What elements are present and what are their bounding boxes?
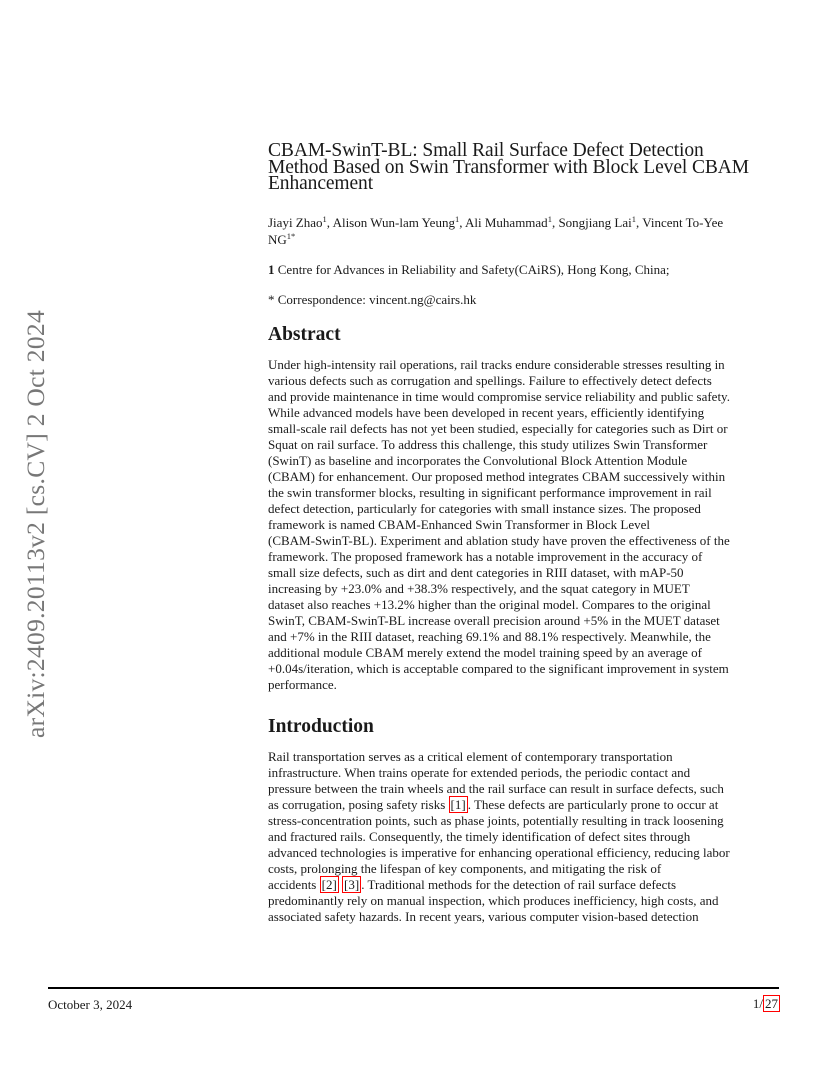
introduction-body	[268, 749, 782, 925]
abstract-line: small size defects, such as dirt and dent categories in RIII dataset, with mAP-50	[268, 564, 684, 580]
abstract-line: While advanced models have been developed in recent years, efficiently identifying	[268, 404, 705, 420]
abstract-heading: Abstract	[268, 323, 341, 345]
title-line: Enhancement	[268, 173, 374, 194]
abstract-body	[268, 357, 782, 693]
abstract-line: additional module CBAM merely extend the model training speed by an average of	[268, 644, 702, 660]
author-affiliation-mark: 1	[631, 213, 636, 224]
abstract-line: (SwinT) as baseline and incorporates the Convolutional Block Attention Module	[268, 452, 688, 468]
author-name: Vincent To-Yee	[642, 214, 724, 230]
intro-line: stress-concentration points, such as phase joints, potentially resulting in track loosening	[268, 812, 724, 828]
intro-line: advanced technologies is imperative for enhancing operational efficiency, reducing labor	[268, 844, 730, 860]
abstract-line: various defects such as corrugation and spellings. Failure to effectively detect defects	[268, 372, 712, 388]
abstract-line: the swin transformer blocks, resulting in significant performance improvement in rail	[268, 484, 712, 500]
abstract-line: (CBAM) for enhancement. Our proposed method integrates CBAM successively within	[268, 468, 726, 484]
introduction-heading: Introduction	[268, 715, 374, 737]
abstract-line: performance.	[268, 676, 337, 692]
author-affiliation-mark: 1	[547, 213, 552, 224]
author-name: Ali Muhammad	[465, 214, 548, 230]
intro-line: and fractured rails. Consequently, the timely identification of defect sites through	[268, 828, 691, 844]
affiliation-number: 1	[268, 261, 275, 277]
citation-link[interactable]: [1]	[450, 796, 466, 812]
abstract-line: dataset also reaches +13.2% higher than the original model. Compares to the original	[268, 596, 711, 612]
author-name: Alison Wun-lam Yeung	[332, 214, 455, 230]
abstract-line: and provide maintenance in time would compromise service reliability and public safety.	[268, 388, 730, 404]
arxiv-identifier-text: arXiv:2409.20113v2 [cs.CV] 2 Oct 2024	[21, 309, 51, 739]
intro-line: Rail transportation serves as a critical element of contemporary transportation	[268, 748, 673, 764]
abstract-line: (CBAM-SwinT-BL). Experiment and ablation study have proven the effectiveness of the	[268, 532, 730, 548]
paper-first-page	[268, 140, 782, 925]
intro-line: predominantly rely on manual inspection, which produces inefficiency, high costs, and	[268, 892, 719, 908]
author-affiliation-mark: 1*	[286, 230, 296, 241]
correspondence: * Correspondence: vincent.ng@cairs.hk	[268, 291, 477, 307]
abstract-line: SwinT, CBAM-SwinT-BL increase overall precision around +5% in the MUET dataset	[268, 612, 720, 628]
abstract-line: Squat on rail surface. To address this challenge, this study utilizes Swin Transformer	[268, 436, 708, 452]
abstract-line: Under high-intensity rail operations, rail tracks endure considerable stresses resulting in	[268, 356, 725, 372]
author-affiliation-mark: 1	[322, 213, 327, 224]
abstract-line: small-scale rail defects has not yet been studied, especially for categories such as Dirt or	[268, 420, 728, 436]
title-line: CBAM-SwinT-BL: Small Rail Surface Defect Detection	[268, 140, 704, 161]
page-number: 1/ 27	[752, 996, 778, 1011]
footer-rule	[48, 987, 779, 989]
affiliation-text: Centre for Advances in Reliability and Safety(CAiRS), Hong Kong, China;	[277, 261, 670, 277]
abstract-line: +0.04s/iteration, which is acceptable compared to the significant improvement in system	[268, 660, 729, 676]
author-list: Jiayi Zhao$^1$, Alison Wun-lam Yeung$^1$, Ali Muhammad$^1$, Songjiang Lai$^1$, Vincent To-Yee $NG^{1*}$	[268, 213, 724, 247]
total-pages-link[interactable]: 27	[765, 996, 778, 1011]
title-line: Method Based on Swin Transformer with Block Level CBAM	[268, 156, 749, 178]
intro-line: costs, prolonging the lifespan of key components, and mitigating the risk of	[268, 860, 662, 876]
intro-line: pressure between the train wheels and the rail surface can result in surface defects, such	[268, 780, 724, 796]
intro-line: infrastructure. When trains operate for extended periods, the periodic contact and	[268, 764, 691, 780]
author-affiliation-mark: 1	[454, 213, 460, 224]
author-name: Songjiang Lai	[558, 214, 632, 230]
abstract-line: and +7% in the RIII dataset, reaching 69.1% and 88.1% respectively. Meanwhile, the	[268, 628, 711, 644]
citation-link[interactable]: [2]	[321, 876, 337, 892]
footer-date: October 3, 2024	[48, 997, 133, 1012]
abstract-line: framework is named CBAM-Enhanced Swin Transformer in Block Level	[268, 516, 650, 532]
author-name: NG	[268, 231, 287, 247]
citation-link[interactable]: [3]	[344, 876, 360, 892]
author-name: Jiayi Zhao	[268, 214, 323, 230]
intro-line: as corrugation, posing safety risks [1] . These defects are particularly prone to occur at	[268, 796, 719, 812]
current-page: 1	[752, 996, 760, 1011]
abstract-line: increasing by +23.0% and +38.3% respectively, and the squat category in MUET	[268, 580, 690, 596]
affiliation	[268, 261, 782, 278]
abstract-line: defect detection, particularly for categories with small instance sizes. The proposed	[268, 500, 701, 516]
intro-line: accidents [2] [3] . Traditional methods for the detection of rail surface defects	[268, 876, 677, 892]
paper-title	[268, 140, 782, 194]
arxiv-identifier-stamp	[13, 296, 59, 752]
intro-line: associated safety hazards. In recent years, various computer vision-based detection	[268, 908, 699, 924]
abstract-line: framework. The proposed framework has a notable improvement in the accuracy of	[268, 548, 703, 564]
